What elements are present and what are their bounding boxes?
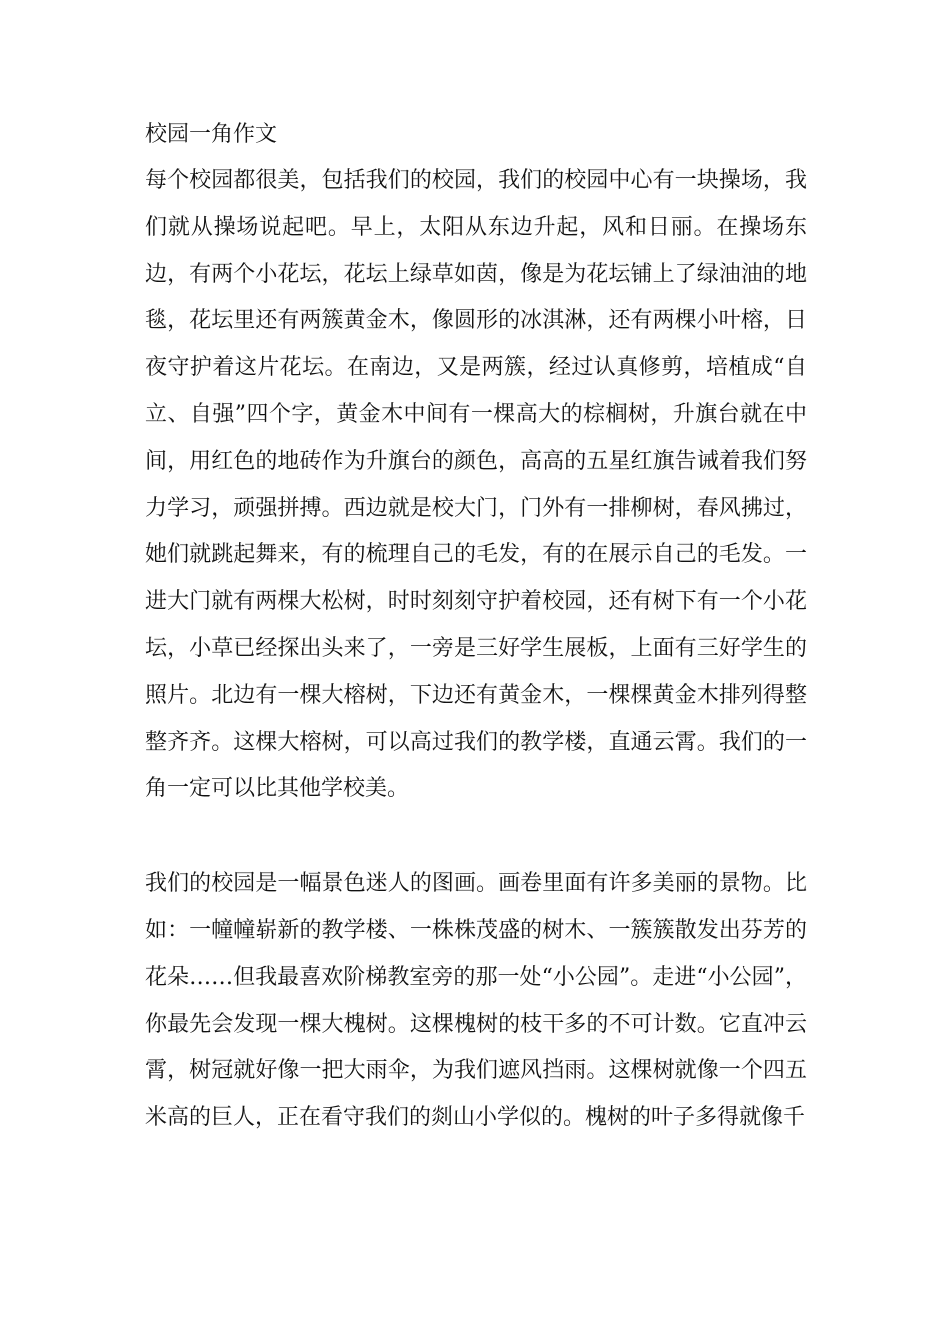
paragraph-2: 我们的校园是一幅景色迷人的图画。画卷里面有许多美丽的景物。比如：一幢幢崭新的教学楼、一株株茂盛的树木、一簇簇散发出芬芳的花朵……但我最喜欢阶梯教室旁的那一处“小公园”。走进“小公园”，你最先会发现一棵大槐树。这棵槐树的枝干多的不可计数。它直冲云霄，树冠就好像一把大雨伞，为我们遮风挡雨。这棵树就像一个四五米高的巨人，正在看守我们的剡山小学似的。槐树的叶子多得就像千 (145, 871, 807, 1131)
paragraph-spacer (145, 813, 807, 861)
paragraph-1: 每个校园都很美，包括我们的校园，我们的校园中心有一块操场，我们就从操场说起吧。早上，太阳从东边升起，风和日丽。在操场东边，有两个小花坛，花坛上绿草如茵，像是为花坛铺上了绿油油的地毯，花坛里还有两簇黄金木，像圆形的冰淇淋，还有两棵小叶榕，日夜守护着这片花坛。在南边，又是两簇，经过认真修剪，培植成“自立、自强”四个字，黄金木中间有一棵高大的棕榈树，升旗台就在中间，用红色的地砖作为升旗台的颜色，高高的五星红旗告诫着我们努力学习，顽强拼搏。西边就是校大门，门外有一排柳树，春风拂过，她们就跳起舞来，有的梳理自己的毛发，有的在展示自己的毛发。一进大门就有两棵大松树，时时刻刻守护着校园，还有树下有一个小花坛，小草已经探出头来了，一旁是三好学生展板，上面有三好学生的照片。北边有一棵大榕树，下边还有黄金木，一棵棵黄金木排列得整整齐齐。这棵大榕树，可以高过我们的教学楼，直通云霄。我们的一角一定可以比其他学校美。 (145, 168, 807, 802)
document-title: 校园一角作文 (145, 122, 278, 147)
document-body (145, 112, 807, 1142)
